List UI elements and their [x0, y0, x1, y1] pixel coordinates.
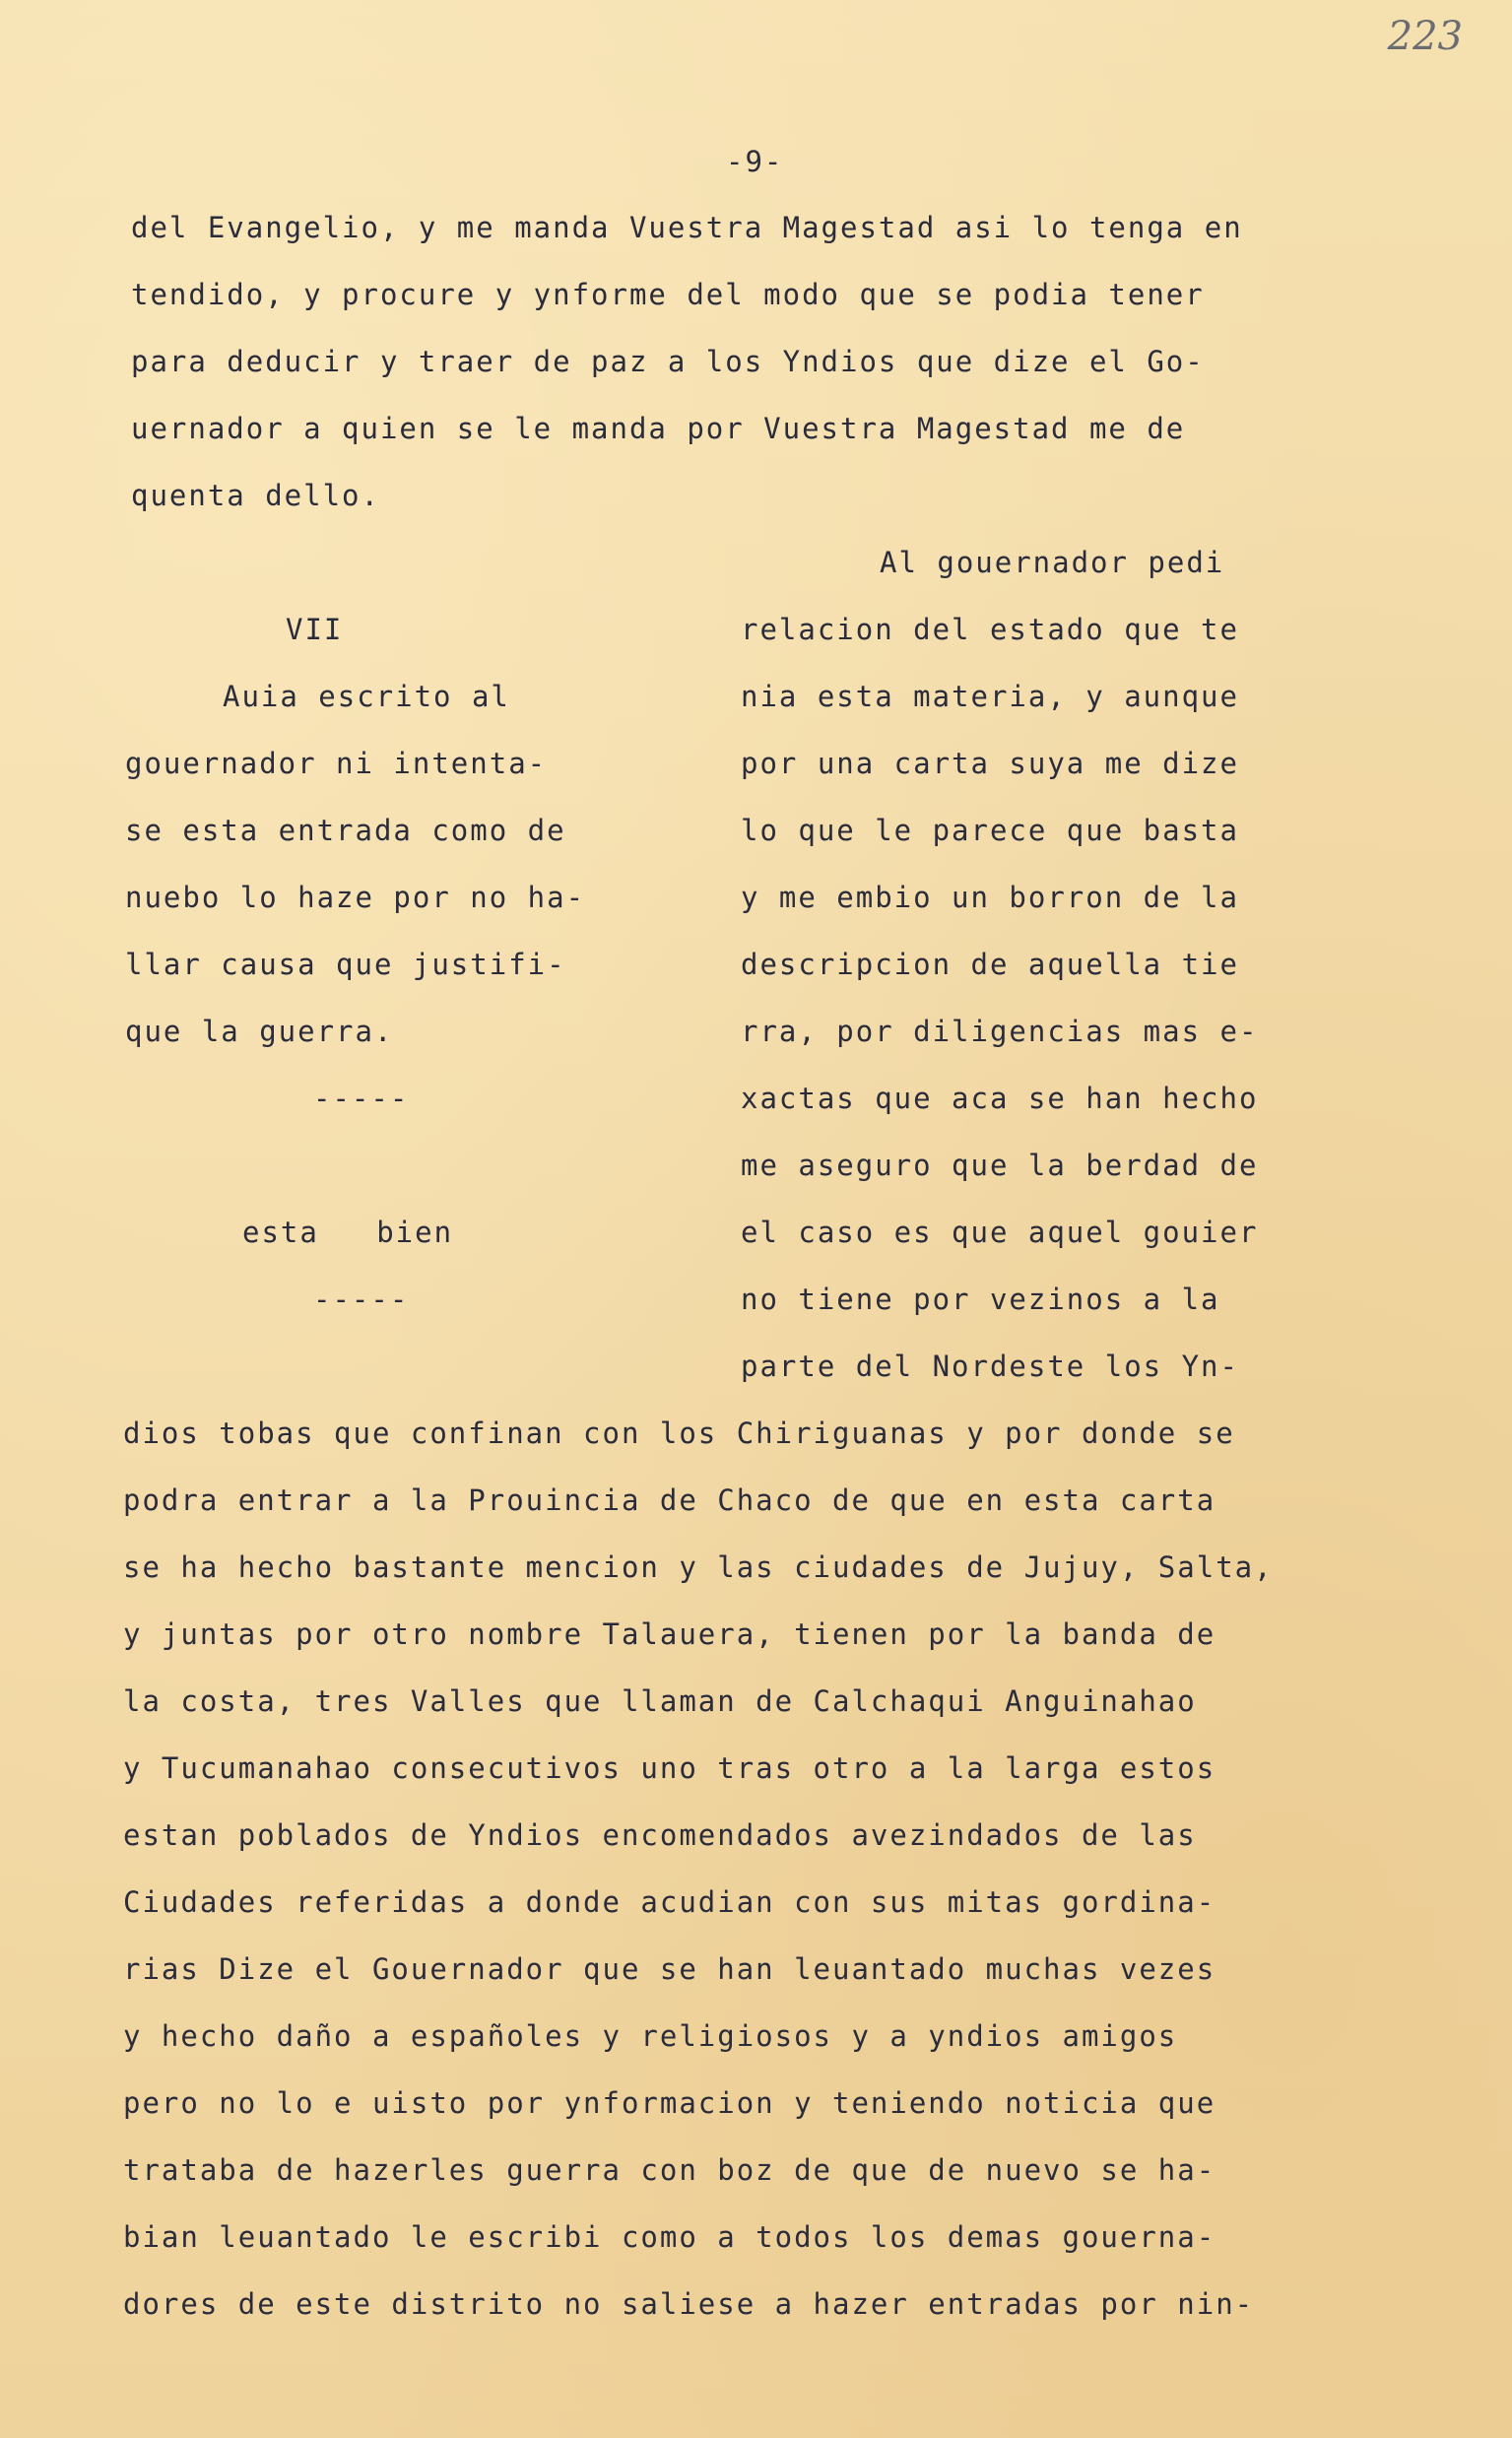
margin-note-line: gouernador ni intenta-: [125, 747, 548, 780]
text-line: me aseguro que la berdad de: [741, 1149, 1259, 1182]
text-line: relacion del estado que te: [741, 613, 1239, 646]
text-line: y Tucumanahao consecutivos uno tras otro a la larga estos: [123, 1751, 1216, 1785]
margin-note-line: que la guerra.: [125, 1015, 394, 1048]
text-line: por una carta suya me dize: [741, 747, 1239, 780]
text-line: pero no lo e uisto por ynformacion y teniendo noticia que: [123, 2086, 1216, 2120]
text-line: del Evangelio, y me manda Vuestra Magestad asi lo tenga en: [131, 211, 1243, 244]
page-number: -9-: [726, 145, 784, 178]
text-line: podra entrar a la Prouincia de Chaco de que en esta carta: [123, 1483, 1216, 1517]
text-line: trataba de hazerles guerra con boz de que de nuevo se ha-: [123, 2153, 1216, 2187]
margin-note-line: llar causa que justifi-: [125, 948, 566, 981]
text-line: el caso es que aquel gouier: [741, 1216, 1259, 1249]
text-line: parte del Nordeste los Yn-: [741, 1350, 1239, 1383]
margin-note-line: Auia escrito al: [223, 680, 510, 713]
margin-note-line: nuebo lo haze por no ha-: [125, 881, 586, 914]
text-line: la costa, tres Valles que llaman de Calchaqui Anguinahao: [123, 1684, 1197, 1718]
separator: -----: [313, 1082, 410, 1115]
text-line: lo que le parece que basta: [741, 814, 1239, 847]
text-line: y hecho daño a españoles y religiosos y a yndios amigos: [123, 2019, 1178, 2053]
text-line: Al gouernador pedi: [880, 546, 1225, 579]
text-line: estan poblados de Yndios encomendados avezindados de las: [123, 1818, 1197, 1852]
text-line: Ciudades referidas a donde acudian con sus mitas gordina-: [123, 1885, 1216, 1919]
archive-folio-number: 223: [1387, 14, 1463, 59]
text-line: rias Dize el Gouernador que se han leuantado muchas vezes: [123, 1952, 1216, 1986]
section-number: VII: [286, 613, 344, 646]
text-line: dios tobas que confinan con los Chiriguanas y por donde se: [123, 1417, 1235, 1450]
text-line: xactas que aca se han hecho: [741, 1082, 1259, 1115]
separator: -----: [313, 1283, 410, 1316]
text-line: dores de este distrito no saliese a hazer entradas por nin-: [123, 2287, 1255, 2321]
text-line: nia esta materia, y aunque: [741, 680, 1239, 713]
text-line: y juntas por otro nombre Talauera, tienen por la banda de: [123, 1617, 1216, 1651]
text-line: quenta dello.: [131, 479, 380, 512]
text-line: no tiene por vezinos a la: [741, 1283, 1220, 1316]
margin-note-line: se esta entrada como de: [125, 814, 566, 847]
text-line: se ha hecho bastante mencion y las ciudades de Jujuy, Salta,: [123, 1550, 1274, 1584]
text-line: y me embio un borron de la: [741, 881, 1239, 914]
text-line: bian leuantado le escribi como a todos los demas gouerna-: [123, 2220, 1216, 2254]
margin-remark: esta bien: [242, 1216, 454, 1249]
text-line: rra, por diligencias mas e-: [741, 1015, 1259, 1048]
text-line: tendido, y procure y ynforme del modo que se podia tener: [131, 278, 1205, 311]
text-line: para deducir y traer de paz a los Yndios que dize el Go-: [131, 345, 1205, 378]
text-line: uernador a quien se le manda por Vuestra Magestad me de: [131, 412, 1186, 445]
text-line: descripcion de aquella tie: [741, 948, 1239, 981]
